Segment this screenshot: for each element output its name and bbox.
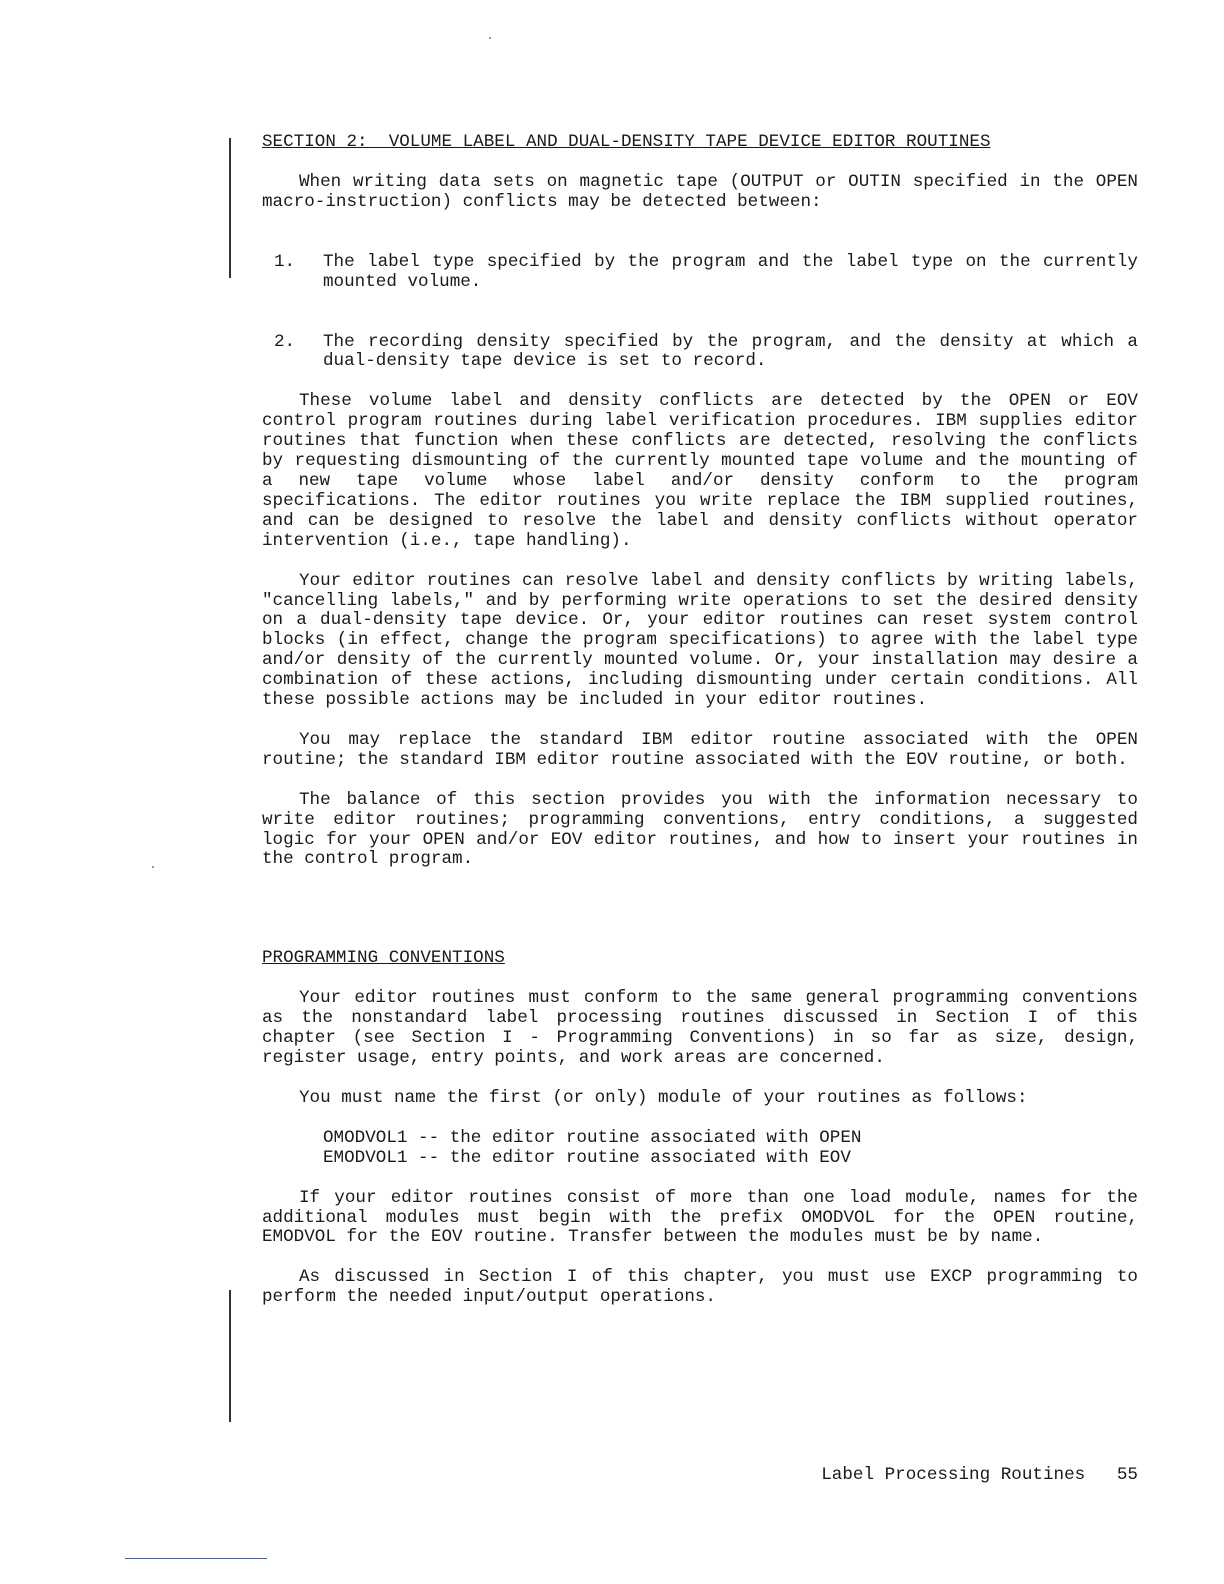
body-paragraph: Your editor routines can resolve label and density conflicts by writing labels, "cancelling labels," and by performing write operations to set the desired density on a dual-density tape device. Or, your editor routines can reset system control blocks (in effect, change the program specifications) to agree with the label type and/or density of the currently mounted volume. Or, your installation may desire a combination of these actions, including dismounting under certain conditions. All these possible actions may be included in your editor routines. bbox=[262, 570, 1138, 711]
conventions-heading: PROGRAMMING CONVENTIONS bbox=[262, 948, 505, 969]
revision-bar-top bbox=[229, 138, 231, 278]
footer-title: Label Processing Routines bbox=[821, 1465, 1086, 1485]
body-paragraph: You must name the first (or only) module of your routines as follows: bbox=[299, 1087, 1028, 1108]
list-text: The label type specified by the program and the label type on the currently mounted volume. bbox=[323, 251, 1138, 292]
revision-bar-bottom bbox=[229, 1290, 231, 1422]
list-number: 2. bbox=[274, 331, 296, 352]
intro-paragraph: When writing data sets on magnetic tape (OUTPUT or OUTIN specified in the OPEN macro-instruction) conflicts may be detected between: bbox=[262, 171, 1138, 212]
page-footer bbox=[821, 1465, 1138, 1485]
list-number: 1. bbox=[274, 251, 296, 272]
section-heading: SECTION 2: VOLUME LABEL AND DUAL-DENSITY TAPE DEVICE EDITOR ROUTINES bbox=[262, 132, 991, 152]
body-paragraph: You may replace the standard IBM editor routine associated with the OPEN routine; the standard IBM editor routine associated with the EOV routine, or both. bbox=[262, 729, 1138, 770]
page-content bbox=[262, 133, 1138, 1308]
body-paragraph: As discussed in Section I of this chapter, you must use EXCP programming to perform the needed input/output operations. bbox=[262, 1267, 1138, 1308]
body-paragraph: Your editor routines must conform to the same general programming conventions as the nonstandard label processing routines discussed in Section I of this chapter (see Section I - Programming Conventions) in so far as size, design, register usage, entry points, and work areas are concerned. bbox=[262, 988, 1138, 1068]
body-paragraph: These volume label and density conflicts are detected by the OPEN or EOV control program routines during label verification procedures. IBM supplies editor routines that function when these conflicts are detected, resolving the conflicts by requesting dismounting of the currently mounted tape volume and the mounting of a new tape volume whose label and/or density conform to the program specifications. The editor routines you write replace the IBM supplied routines, and can be designed to resolve the label and density conflicts without operator intervention (i.e., tape handling). bbox=[262, 391, 1138, 551]
body-paragraph: The balance of this section provides you with the information necessary to write editor routines; programming conventions, entry conditions, a suggested logic for your OPEN and/or EOV editor routines, and how to insert your routines in the control program. bbox=[262, 789, 1138, 870]
list-text: The recording density specified by the program, and the density at which a dual-density tape device is set to record. bbox=[323, 331, 1138, 372]
module-name-line: OMODVOL1 -- the editor routine associated with OPEN bbox=[323, 1127, 862, 1148]
list-item bbox=[262, 333, 1138, 373]
bottom-rule bbox=[125, 1558, 267, 1559]
list-item bbox=[262, 253, 1138, 293]
scan-speck bbox=[489, 37, 491, 39]
page-number: 55 bbox=[1116, 1465, 1138, 1485]
scan-speck bbox=[152, 866, 154, 868]
body-paragraph: If your editor routines consist of more than one load module, names for the additional modules must begin with the prefix OMODVOL for the OPEN routine, EMODVOL for the EOV routine. Transfer between the modules must be by name. bbox=[262, 1187, 1138, 1248]
module-name-line: EMODVOL1 -- the editor routine associated with EOV bbox=[323, 1147, 851, 1168]
